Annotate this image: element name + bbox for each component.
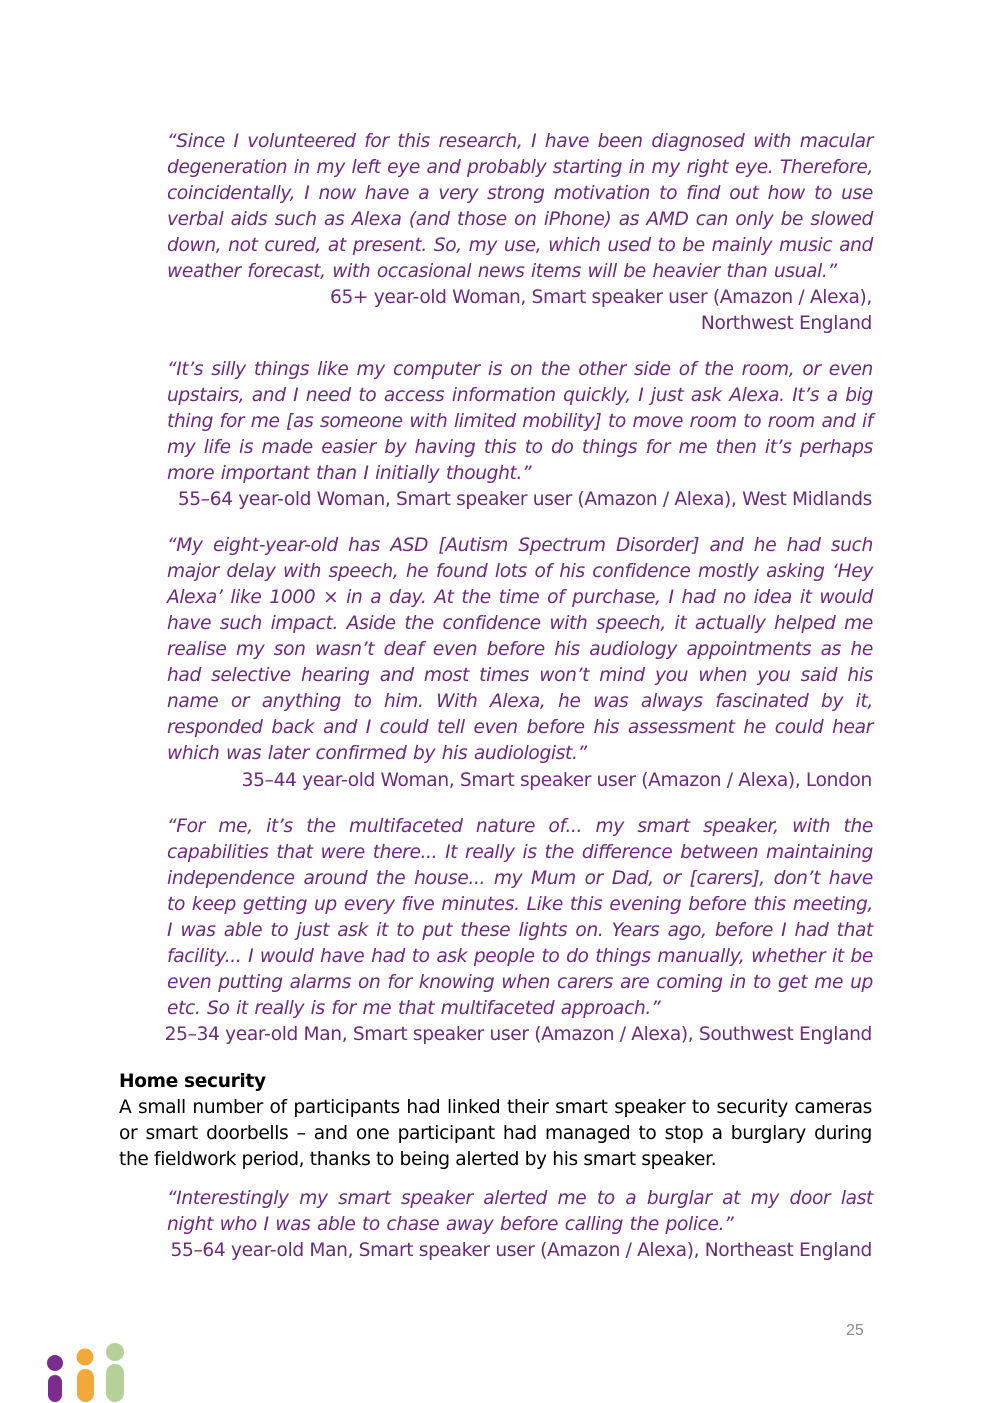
quote-5-attribution: 55–64 year-old Man, Smart speaker user (Amazon / Alexa), Northeast England [170, 1240, 872, 1261]
quote-4-text: “For me, it’s the multifaceted nature of... my smart speaker, with the capabilities that were there... It really is the difference between maintaining independence around the house... my Mum or Dad, or [carers], don’t have to keep getting up every five minutes. Like this evening before this meeting, I was able to just ask it to put these lights on. Years ago, before I had that facility... I would have had to ask people to do things manually, whether it be even putting alarms on for knowing when carers are coming in to get me up etc. So it really is for me that multifaceted approach.” [167, 816, 873, 1019]
logo-purple-body [48, 1375, 62, 1402]
quote-3-attribution: 35–44 year-old Woman, Smart speaker user (Amazon / Alexa), London [241, 770, 872, 791]
section-body: A small number of participants had linked their smart speaker to security cameras or smart doorbells – and one participant had managed to stop a burglary during the fieldwork period, thanks to being alerted by his smart speaker. [119, 1097, 872, 1170]
section-heading: Home security [119, 1071, 266, 1092]
logo-orange-body [77, 1369, 94, 1402]
people-logo-icon [44, 1340, 130, 1402]
logo-orange-head [77, 1349, 94, 1366]
quote-2-text: “It’s silly things like my computer is on the other side of the room, or even upstairs, and I need to access information quickly, I just ask Alexa. It’s a big thing for me [as someone with limited mobility] to move room to room and if my life is made easier by having this to do things for me then it’s perhaps more important than I initially thought.” [167, 359, 873, 484]
logo-green-head [106, 1343, 124, 1361]
quote-1-attribution: 65+ year-old Woman, Smart speaker user (Amazon / Alexa), Northwest England [329, 287, 872, 334]
logo-purple-head [47, 1355, 63, 1371]
page-number: 25 [846, 1322, 864, 1339]
quote-1-text: “Since I volunteered for this research, I have been diagnosed with macular degeneration in my left eye and probably starting in my right eye. Therefore, coincidentally, I now have a very strong motivation to find out how to use verbal aids such as Alexa (and those on iPhone) as AMD can only be slowed down, not cured, at present. So, my use, which used to be mainly music and weather forecast, with occasional news items will be heavier than usual.” [167, 131, 873, 282]
quote-5-text: “Interestingly my smart speaker alerted me to a burglar at my door last night who I was able to chase away before calling the police.” [167, 1188, 873, 1235]
logo-green-body [106, 1364, 124, 1402]
quote-4-attribution: 25–34 year-old Man, Smart speaker user (Amazon / Alexa), Southwest England [164, 1024, 872, 1045]
quote-3-text: “My eight-year-old has ASD [Autism Spectrum Disorder] and he had such major delay with speech, he found lots of his confidence mostly asking ‘Hey Alexa’ like 1000 × in a day. At the time of purchase, I had no idea it would have such impact. Aside the confidence with speech, it actually helped me realise my son wasn’t deaf even before his audiology appointments as he had selective hearing and most times won’t mind you when you said his name or anything to him. With Alexa, he was always fascinated by it, responded back and I could tell even before his assessment he could hear which was later confirmed by his audiologist.” [167, 535, 873, 764]
quote-2-attribution: 55–64 year-old Woman, Smart speaker user (Amazon / Alexa), West Midlands [177, 489, 872, 510]
